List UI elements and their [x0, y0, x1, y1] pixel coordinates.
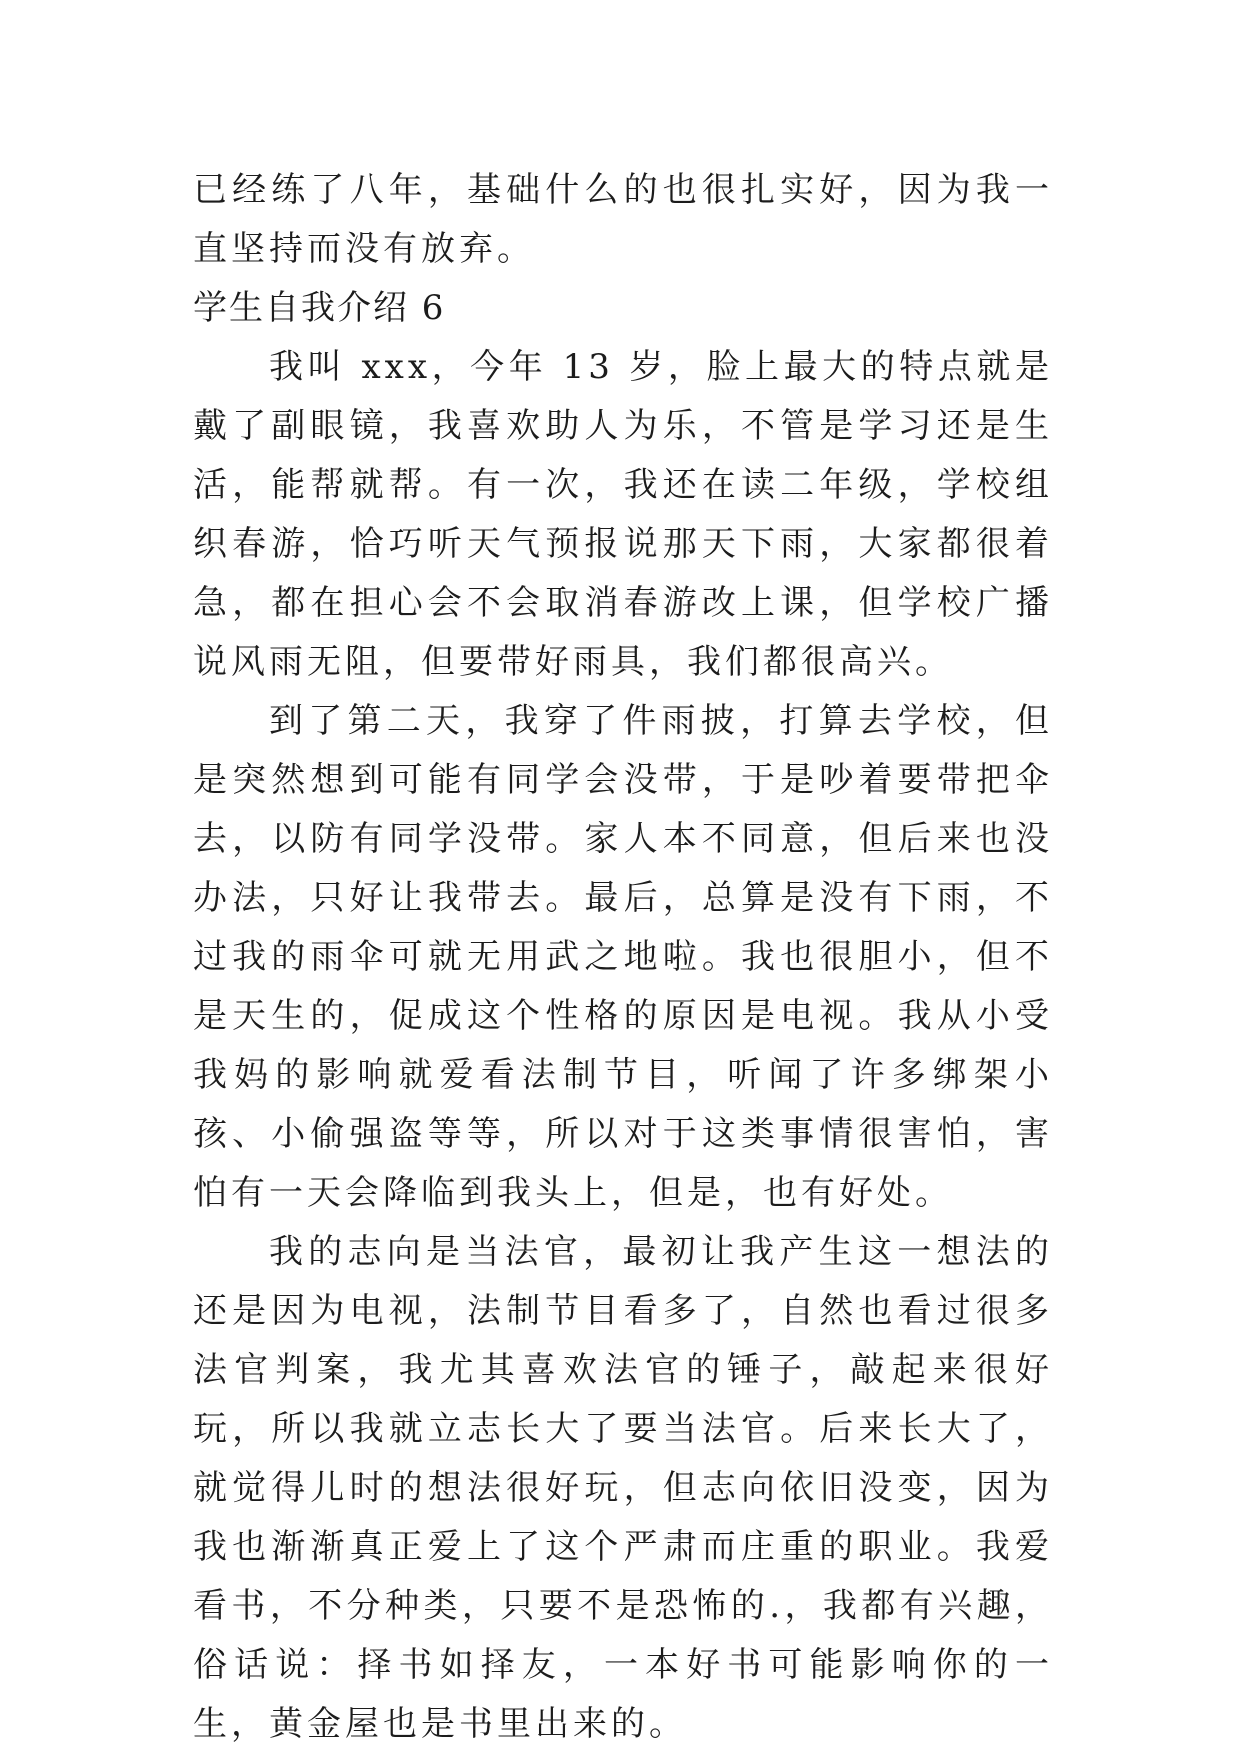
- paragraph: 我叫 xxx，今年 13 岁，脸上最大的特点就是戴了副眼镜，我喜欢助人为乐，不管是学习还是生活，能帮就帮。有一次，我还在读二年级，学校组织春游，恰巧听天气预报说那天下雨，大家都很着急，都在担心会不会取消春游改上课，但学校广播说风雨无阻，但要带好雨具，我们都很高兴。: [193, 347, 1053, 682]
- section-title: 学生自我介绍 6: [193, 288, 446, 328]
- paragraph-continued: 已经练了八年，基础什么的也很扎实好，因为我一直坚持而没有放弃。: [193, 170, 1053, 269]
- document-body: [193, 161, 1053, 1754]
- paragraph: 到了第二天，我穿了件雨披，打算去学校，但是突然想到可能有同学会没带，于是吵着要带把伞去，以防有同学没带。家人本不同意，但后来也没办法，只好让我带去。最后，总算是没有下雨，不过我的雨伞可就无用武之地啦。我也很胆小，但不是天生的，促成这个性格的原因是电视。我从小受我妈的影响就爱看法制节目，听闻了许多绑架小孩、小偷强盗等等，所以对于这类事情很害怕，害怕有一天会降临到我头上，但是，也有好处。: [193, 701, 1053, 1213]
- paragraph: 我的志向是当法官，最初让我产生这一想法的还是因为电视，法制节目看多了，自然也看过很多法官判案，我尤其喜欢法官的锤子，敲起来很好玩，所以我就立志长大了要当法官。后来长大了，就觉得儿时的想法很好玩，但志向依旧没变，因为我也渐渐真正爱上了这个严肃而庄重的职业。我爱看书，不分种类，只要不是恐怖的.，我都有兴趣，俗话说：择书如择友，一本好书可能影响你的一生，黄金屋也是书里出来的。: [193, 1232, 1053, 1744]
